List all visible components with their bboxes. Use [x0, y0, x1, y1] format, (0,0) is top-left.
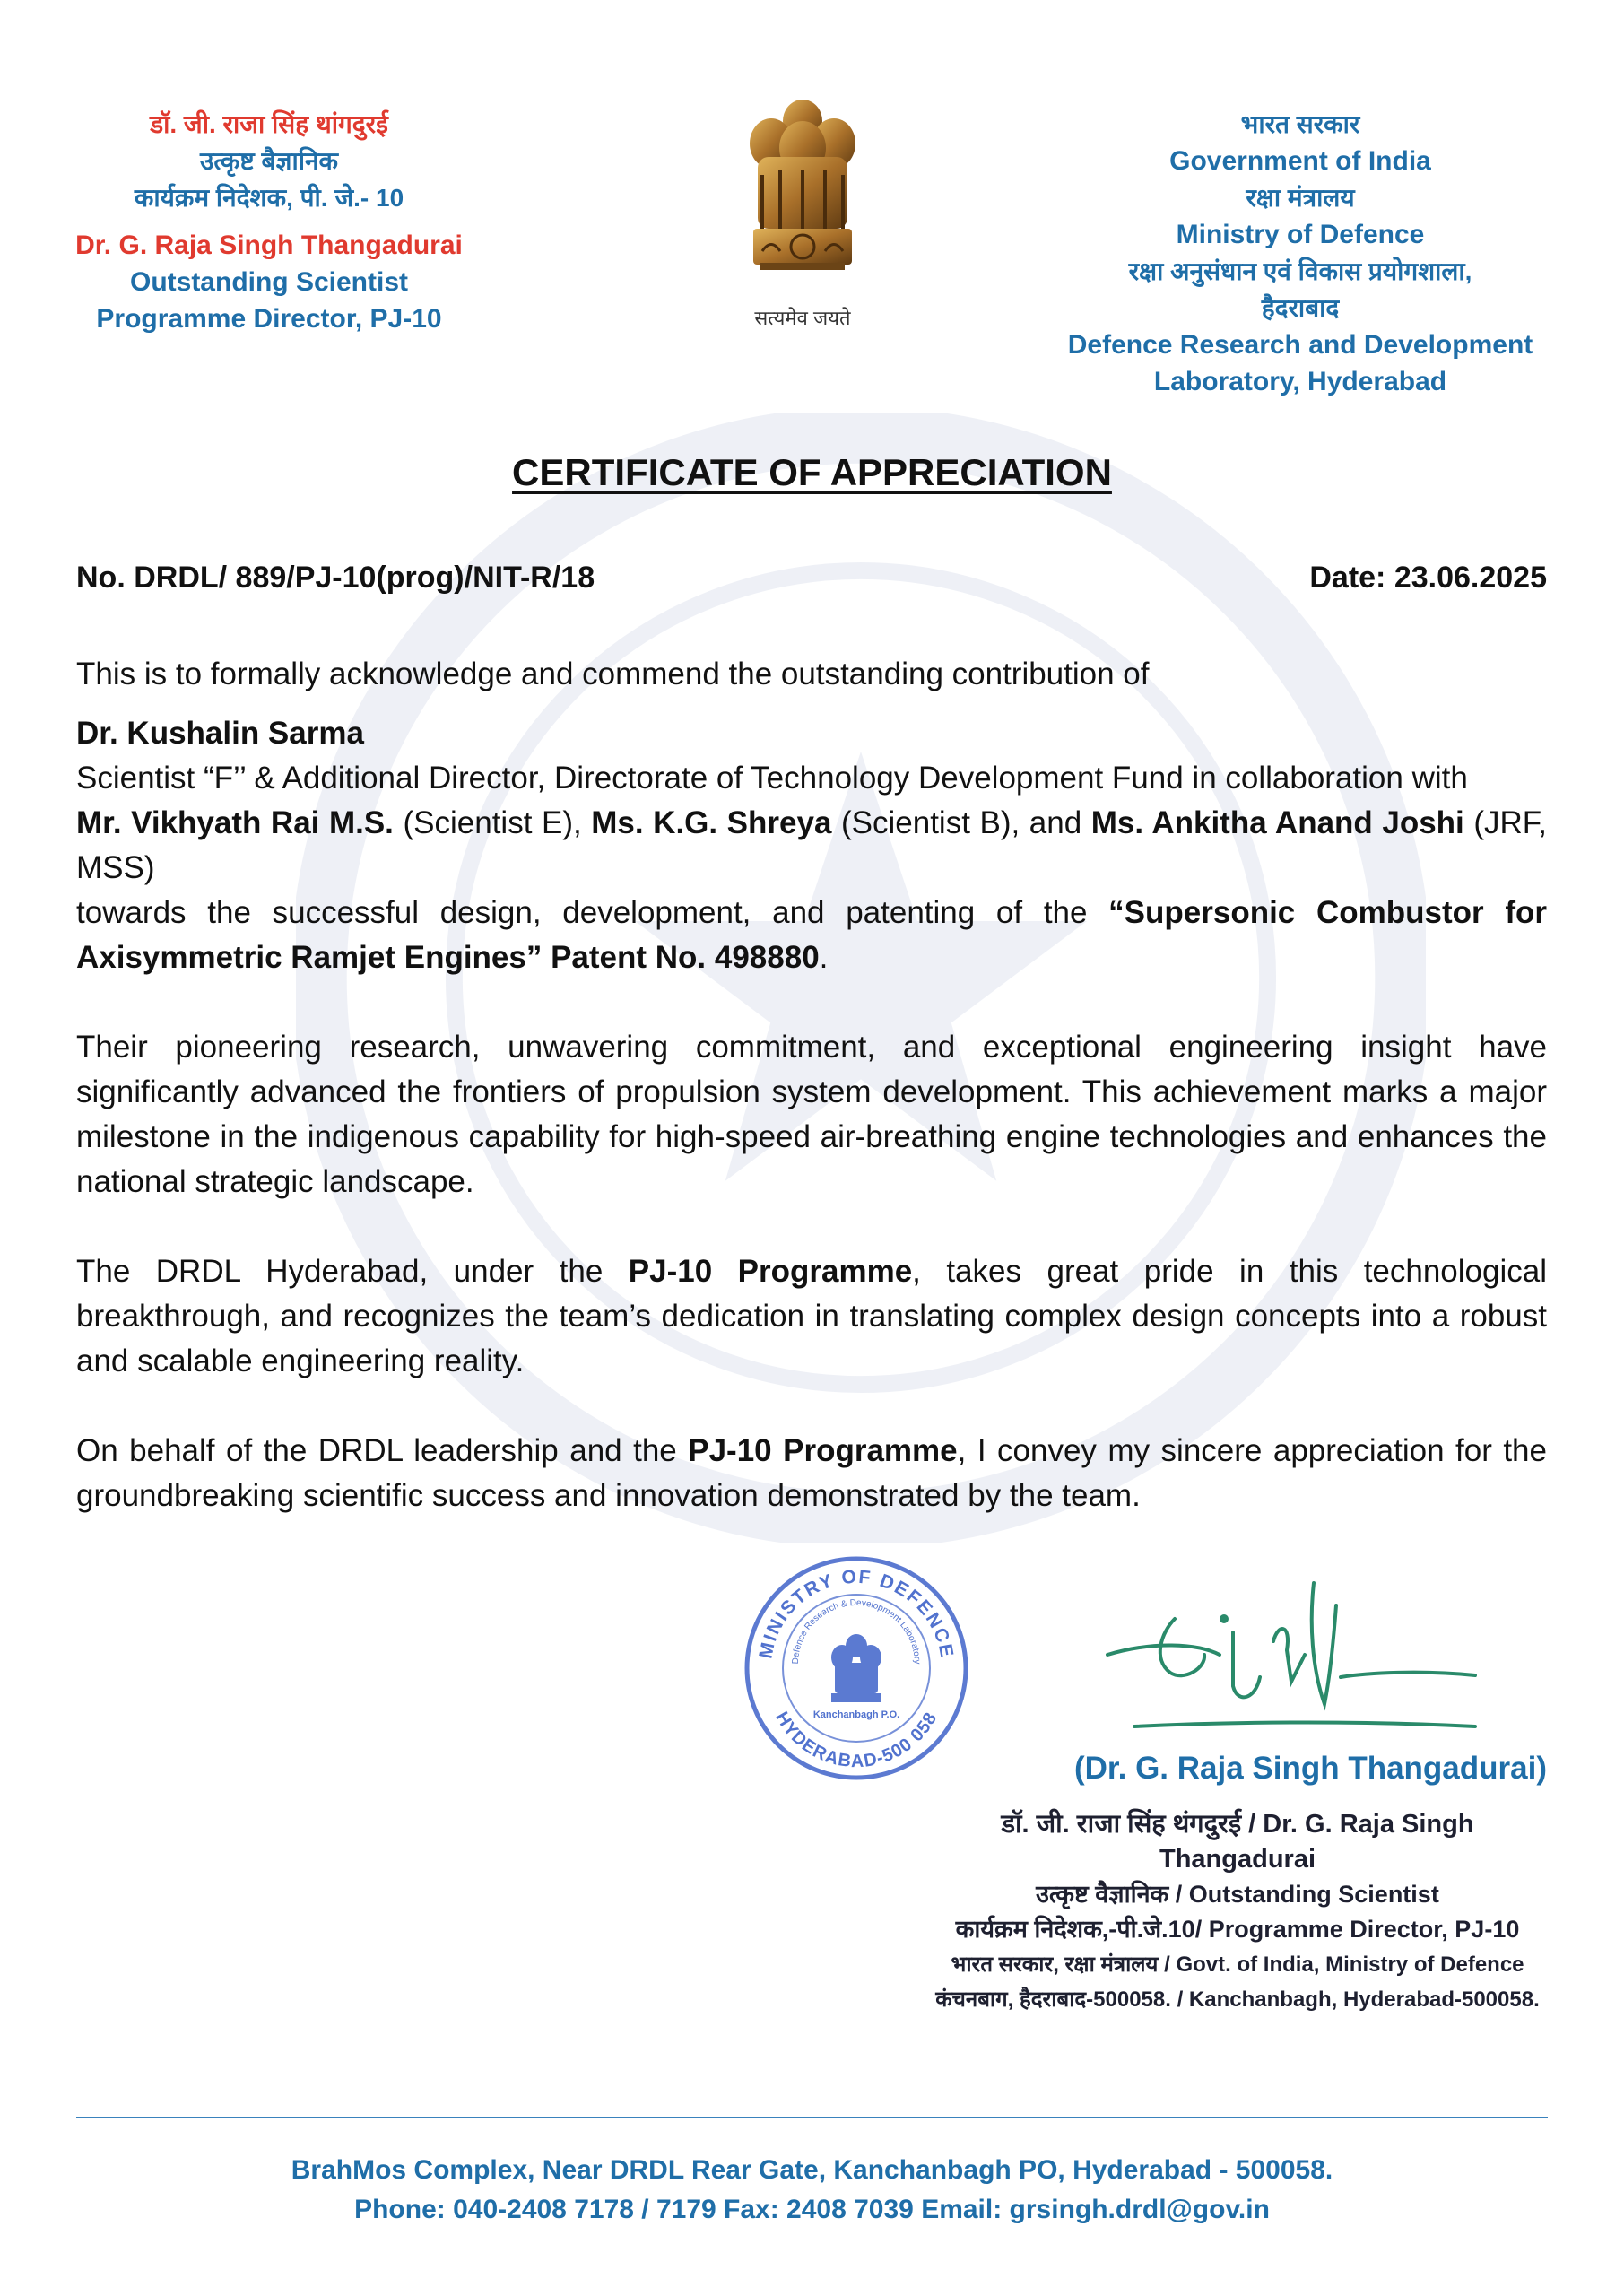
hindi-designation: उत्कृष्ट बैज्ञानिक: [199, 147, 339, 175]
stamp-bottom-text: HYDERABAD-500 058: [771, 1709, 942, 1772]
hindi-name: डॉ. जी. राजा सिंह थांगदुरई: [150, 110, 388, 138]
para4-text-b: , I convey my sincere appreciation for the groundbreaking scientific success and innovation demonstrated by the team.: [76, 1433, 1547, 1513]
seal-line-3: कार्यक्रम निदेशक,-पी.जे.10/ Programme Director, PJ-10: [955, 1916, 1520, 1943]
hindi-lab-line1: रक्षा अनुसंधान एवं विकास प्रयोगशाला,: [1128, 257, 1472, 285]
para3-programme: PJ-10 Programme: [628, 1254, 913, 1289]
signatory-name: (Dr. G. Raja Singh Thangadurai): [1074, 1751, 1547, 1786]
intro-line: This is to formally acknowledge and commend the outstanding contribution of: [76, 657, 1150, 691]
patent-title: “Supersonic Combustor for Axisymmetric Ramjet Engines” Patent No. 498880: [76, 895, 1547, 975]
hindi-govt: भारत सरकार: [1240, 110, 1360, 138]
stamp-top-text: MINISTRY OF DEFENCE: [755, 1566, 958, 1661]
towards-text: towards the successful design, development, and patenting of the: [76, 895, 1109, 930]
seal-line-5: कंचनबाग, हैदराबाद-500058. / Kanchanbagh, Hyderabad-500058.: [935, 1987, 1540, 2012]
seal-line-4: भारत सरकार, रक्षा मंत्रालय / Govt. of India, Ministry of Defence: [951, 1952, 1524, 1977]
para3-text-a: The DRDL Hyderabad, under the: [76, 1254, 629, 1289]
director-role: Programme Director, PJ-10: [96, 304, 442, 334]
recipient-name: Dr. Kushalin Sarma: [76, 716, 364, 751]
stamp-inner-text: Defence Research & Development Laboratory: [790, 1597, 923, 1665]
lab-name-line1: Defence Research and Development: [1067, 330, 1533, 360]
seal-line-1: डॉ. जी. राजा सिंह थंगदुरई / Dr. G. Raja Singh Thangadurai: [1001, 1810, 1474, 1874]
hindi-ministry: रक्षा मंत्रालय: [1246, 184, 1355, 212]
national-emblem: [735, 94, 870, 327]
collaborator-2-role: (Scientist B), and: [831, 805, 1091, 840]
office-stamp: [740, 1552, 973, 1785]
para3-text-b: , takes great pride in this technological breakthrough, and recognizes the team’s dedication in translating complex design concepts into a robust and scalable engineering reality.: [76, 1254, 1547, 1378]
collaborator-3-name: Ms. Ankitha Anand Joshi: [1090, 805, 1464, 840]
footer-divider: [76, 2117, 1548, 2118]
para4-programme: PJ-10 Programme: [688, 1433, 958, 1468]
header-left-block: [36, 106, 502, 337]
collaborator-1-name: Mr. Vikhyath Rai M.S.: [76, 805, 394, 840]
footer-address: BrahMos Complex, Near DRDL Rear Gate, Kanchanbagh PO, Hyderabad - 500058.: [291, 2155, 1333, 2185]
collaborator-3-role: (JRF, MSS): [76, 805, 1548, 885]
reference-number: No. DRDL/ 889/PJ-10(prog)/NIT-R/18: [76, 561, 595, 595]
emblem-motto: सत्यमेव जयते: [754, 307, 851, 329]
handwritten-signature: [1099, 1570, 1493, 1758]
patent-line: [76, 891, 1547, 980]
recipient-role: Scientist “F’’ & Additional Director, Directorate of Technology Development Fund in collaboration with: [76, 761, 1468, 796]
lab-name-line2: Laboratory, Hyderabad: [1153, 367, 1447, 396]
stamp-emblem-icon: [831, 1634, 881, 1702]
para4-text-a: On behalf of the DRDL leadership and the: [76, 1433, 689, 1468]
certificate-title: CERTIFICATE OF APPRECIATION: [512, 451, 1112, 493]
hindi-lab-line2: हैदराबाद: [1261, 294, 1340, 322]
director-designation: Outstanding Scientist: [129, 267, 409, 297]
stamp-center-text: Kanchanbagh P.O.: [812, 1709, 900, 1720]
govt-of-india: Government of India: [1169, 146, 1431, 176]
header-right-block: [1022, 106, 1578, 400]
patent-period: .: [819, 940, 829, 975]
paragraph-appreciation: [76, 1429, 1547, 1518]
footer: [0, 2151, 1624, 2230]
ministry-of-defence: Ministry of Defence: [1176, 220, 1425, 249]
ashoka-emblem-icon: [735, 94, 870, 296]
collaborator-1-role: (Scientist E),: [393, 805, 592, 840]
seal-line-2: उत्कृष्ट वैज्ञानिक / Outstanding Scientist: [1036, 1881, 1439, 1908]
director-name: Dr. G. Raja Singh Thangadurai: [75, 230, 463, 260]
paragraph-achievement: Their pioneering research, unwavering commitment, and exceptional engineering insight have significantly advanced the frontiers of propulsion system development. This achievement marks a major milestone in the indigenous capability for high-speed air-breathing engine technologies and enhances the national strategic landscape.: [76, 1030, 1547, 1199]
collaborator-2-name: Ms. K.G. Shreya: [591, 805, 832, 840]
designation-seal: [933, 1807, 1542, 2017]
collaborators: [76, 801, 1547, 891]
certificate-body: [76, 652, 1547, 1518]
paragraph-drdl-pride: [76, 1249, 1547, 1384]
hindi-role: कार्यक्रम निदेशक, पी. जे.- 10: [134, 184, 404, 212]
footer-contact: Phone: 040-2408 7178 / 7179 Fax: 2408 7039 Email: grsingh.drdl@gov.in: [354, 2195, 1270, 2224]
certificate-date: Date: 23.06.2025: [1309, 561, 1547, 595]
